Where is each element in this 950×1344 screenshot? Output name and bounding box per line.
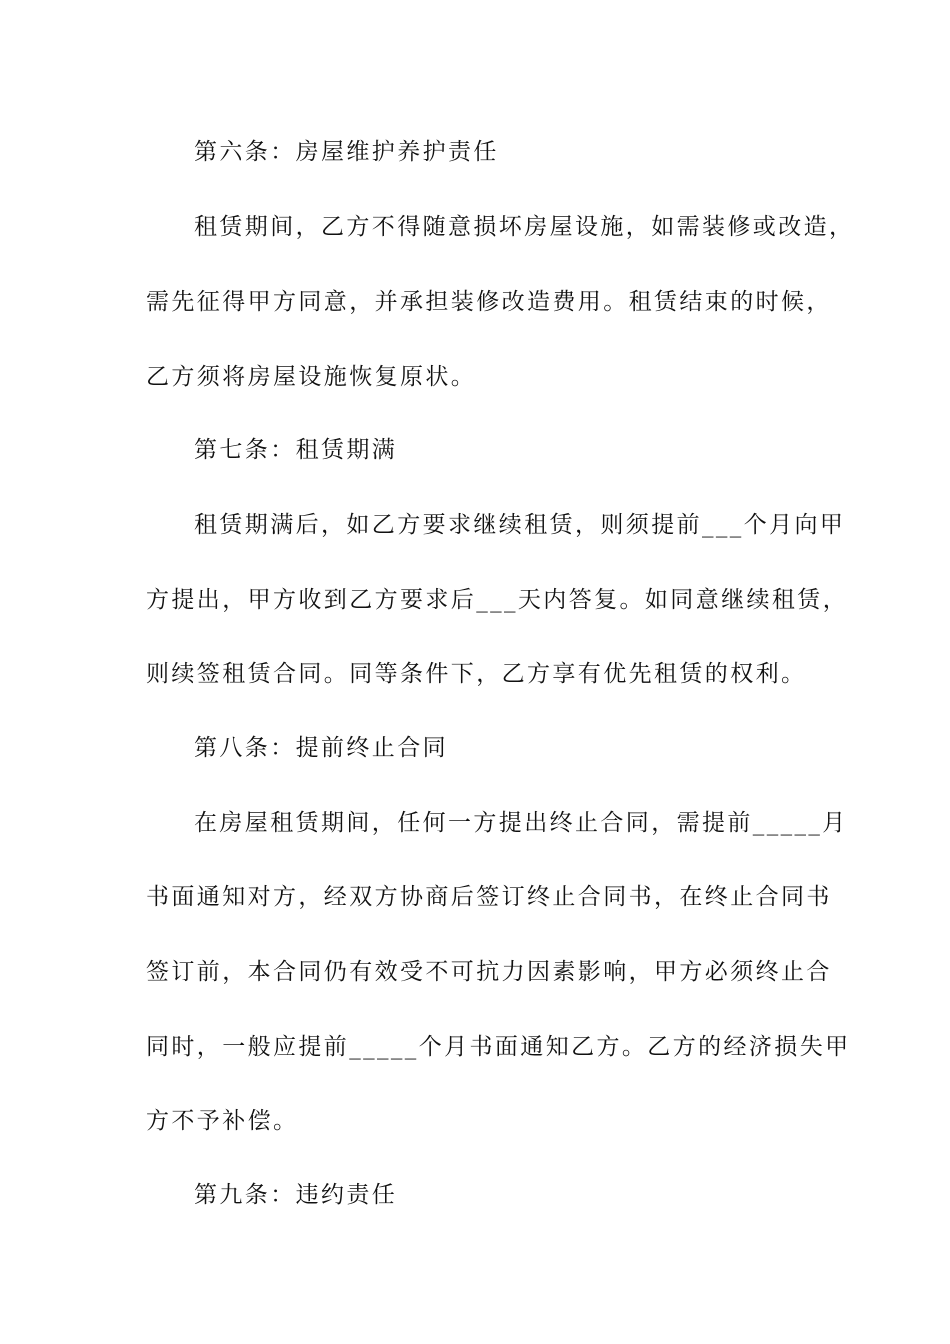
paragraph-line: 签订前，本合同仍有效受不可抗力因素影响，甲方必须终止合 <box>146 959 832 985</box>
paragraph-line: 方不予补偿。 <box>146 1108 299 1134</box>
paragraph-line: 租赁期间，乙方不得随意损坏房屋设施，如需装修或改造， <box>194 214 855 240</box>
section-heading-6: 第六条：房屋维护养护责任 <box>194 139 499 165</box>
section-heading-7: 第七条：租赁期满 <box>194 437 398 463</box>
paragraph-line: 需先征得甲方同意，并承担装修改造费用。租赁结束的时候， <box>146 289 832 315</box>
paragraph-line: 租赁期满后，如乙方要求继续租赁，则须提前___个月向甲 <box>194 512 846 538</box>
paragraph-line: 乙方须将房屋设施恢复原状。 <box>146 364 477 390</box>
paragraph-line: 则续签租赁合同。同等条件下，乙方享有优先租赁的权利。 <box>146 661 807 687</box>
paragraph-line: 方提出，甲方收到乙方要求后___天内答复。如同意继续租赁， <box>146 587 849 613</box>
paragraph-line: 在房屋租赁期间，任何一方提出终止合同，需提前_____月 <box>194 810 848 836</box>
paragraph-line: 同时，一般应提前_____个月书面通知乙方。乙方的经济损失甲 <box>146 1034 851 1060</box>
section-heading-9: 第九条：违约责任 <box>194 1182 398 1208</box>
section-heading-8: 第八条：提前终止合同 <box>194 735 448 761</box>
paragraph-line: 书面通知对方，经双方协商后签订终止合同书，在终止合同书 <box>146 884 832 910</box>
